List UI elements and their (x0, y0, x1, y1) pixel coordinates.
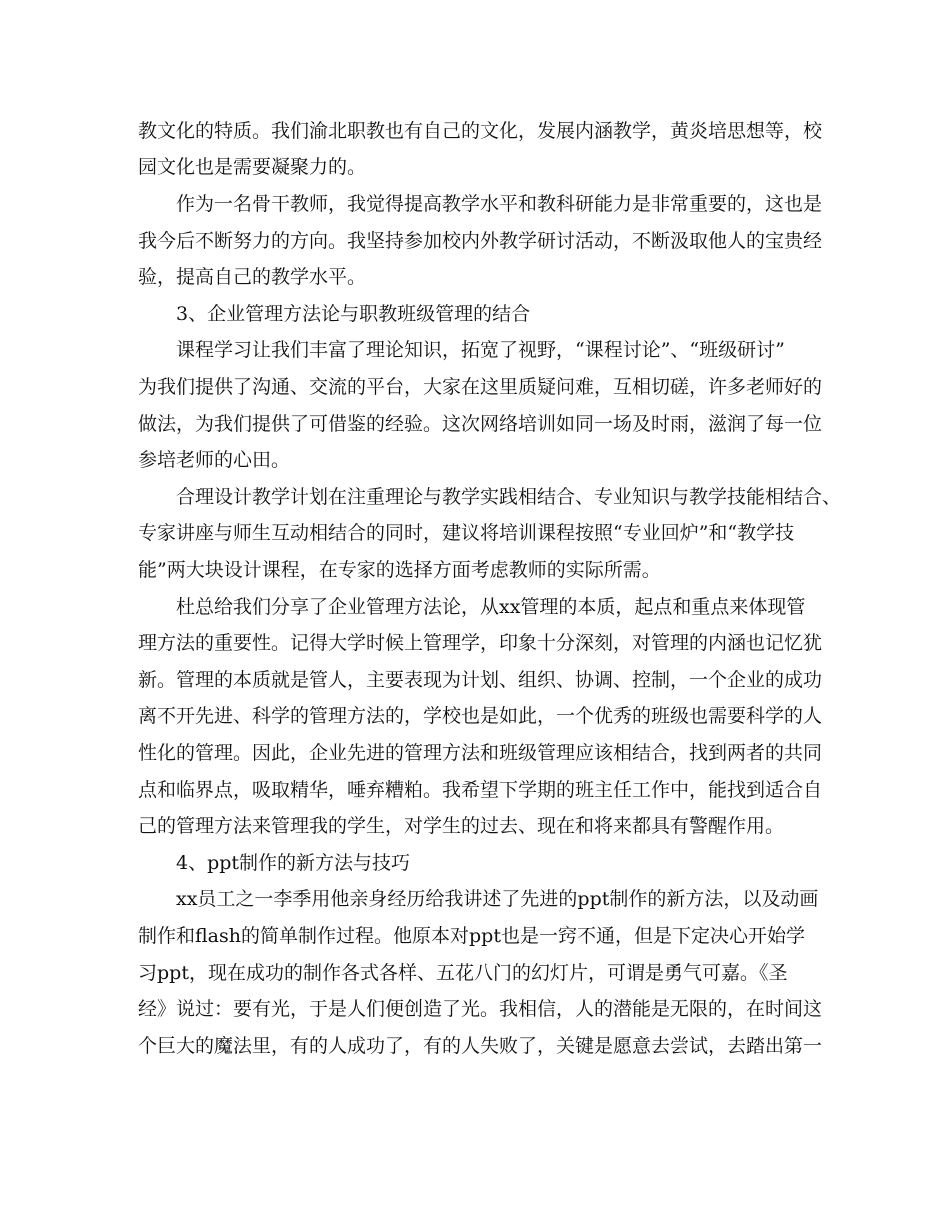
text-line: 能”两大块设计课程，在专家的选择方面考虑教师的实际所需。 (138, 559, 661, 581)
text-line: 己的管理方法来管理我的学生，对学生的过去、现在和将来都具有警醒作用。 (138, 815, 785, 837)
section-heading: 4、ppt制作的新方法与技巧 (176, 852, 411, 874)
text-line: 性化的管理。因此，企业先进的管理方法和班级管理应该相结合，找到两者的共同 (138, 742, 823, 764)
text-line: 作为一名骨干教师，我觉得提高教学水平和教科研能力是非常重要的，这也是 (176, 193, 823, 215)
text-line: 合理设计教学计划在注重理论与教学实践相结合、专业知识与教学技能相结合、 (176, 486, 842, 508)
text-line: 参培老师的心田。 (138, 449, 291, 471)
text-line: 做法，为我们提供了可借鉴的经验。这次网络培训如同一场及时雨，滋润了每一位 (138, 413, 823, 435)
text-line: 经》说过：要有光，于是人们便创造了光。我相信，人的潜能是无限的，在时间这 (138, 998, 823, 1020)
section-heading: 3、企业管理方法论与职教班级管理的结合 (176, 303, 531, 325)
text-line: 新。管理的本质就是管人，主要表现为计划、组织、协调、控制，一个企业的成功 (138, 669, 823, 691)
text-line: 理方法的重要性。记得大学时候上管理学，印象十分深刻，对管理的内涵也记忆犹 (138, 632, 823, 654)
text-line: 习ppt，现在成功的制作各式各样、五花八门的幻灯片，可谓是勇气可嘉。《圣 (138, 962, 788, 984)
text-line: 验，提高自己的教学水平。 (138, 266, 367, 288)
text-line: xx员工之一李季用他亲身经历给我讲述了先进的ppt制作的新方法，以及动画 (176, 888, 819, 910)
text-line: 个巨大的魔法里，有的人成功了，有的人失败了，关键是愿意去尝试，去踏出第一 (138, 1035, 823, 1057)
text-line: 杜总给我们分享了企业管理方法论，从xx管理的本质，起点和重点来体现管 (176, 596, 806, 618)
text-line: 专家讲座与师生互动相结合的同时，建议将培训课程按照“专业回炉”和“教学技 (138, 522, 795, 544)
text-line: 我今后不断努力的方向。我坚持参加校内外教学研讨活动，不断汲取他人的宝贵经 (138, 230, 823, 252)
text-line: 为我们提供了沟通、交流的平台，大家在这里质疑问难，互相切磋，许多老师好的 (138, 376, 823, 398)
text-line: 离不开先进、科学的管理方法的，学校也是如此，一个优秀的班级也需要科学的人 (138, 705, 823, 727)
text-line: 课程学习让我们丰富了理论知识，拓宽了视野，“课程讨论”、“班级研讨” (176, 339, 785, 361)
text-line: 制作和flash的简单制作过程。他原本对ppt也是一窍不通，但是下定决心开始学 (138, 925, 805, 947)
text-line: 点和临界点，吸取精华，唾弃糟粕。我希望下学期的班主任工作中，能找到适合自 (138, 779, 823, 801)
text-line: 教文化的特质。我们渝北职教也有自己的文化，发展内涵教学，黄炎培思想等，校 (138, 120, 823, 142)
text-line: 园文化也是需要凝聚力的。 (138, 156, 367, 178)
